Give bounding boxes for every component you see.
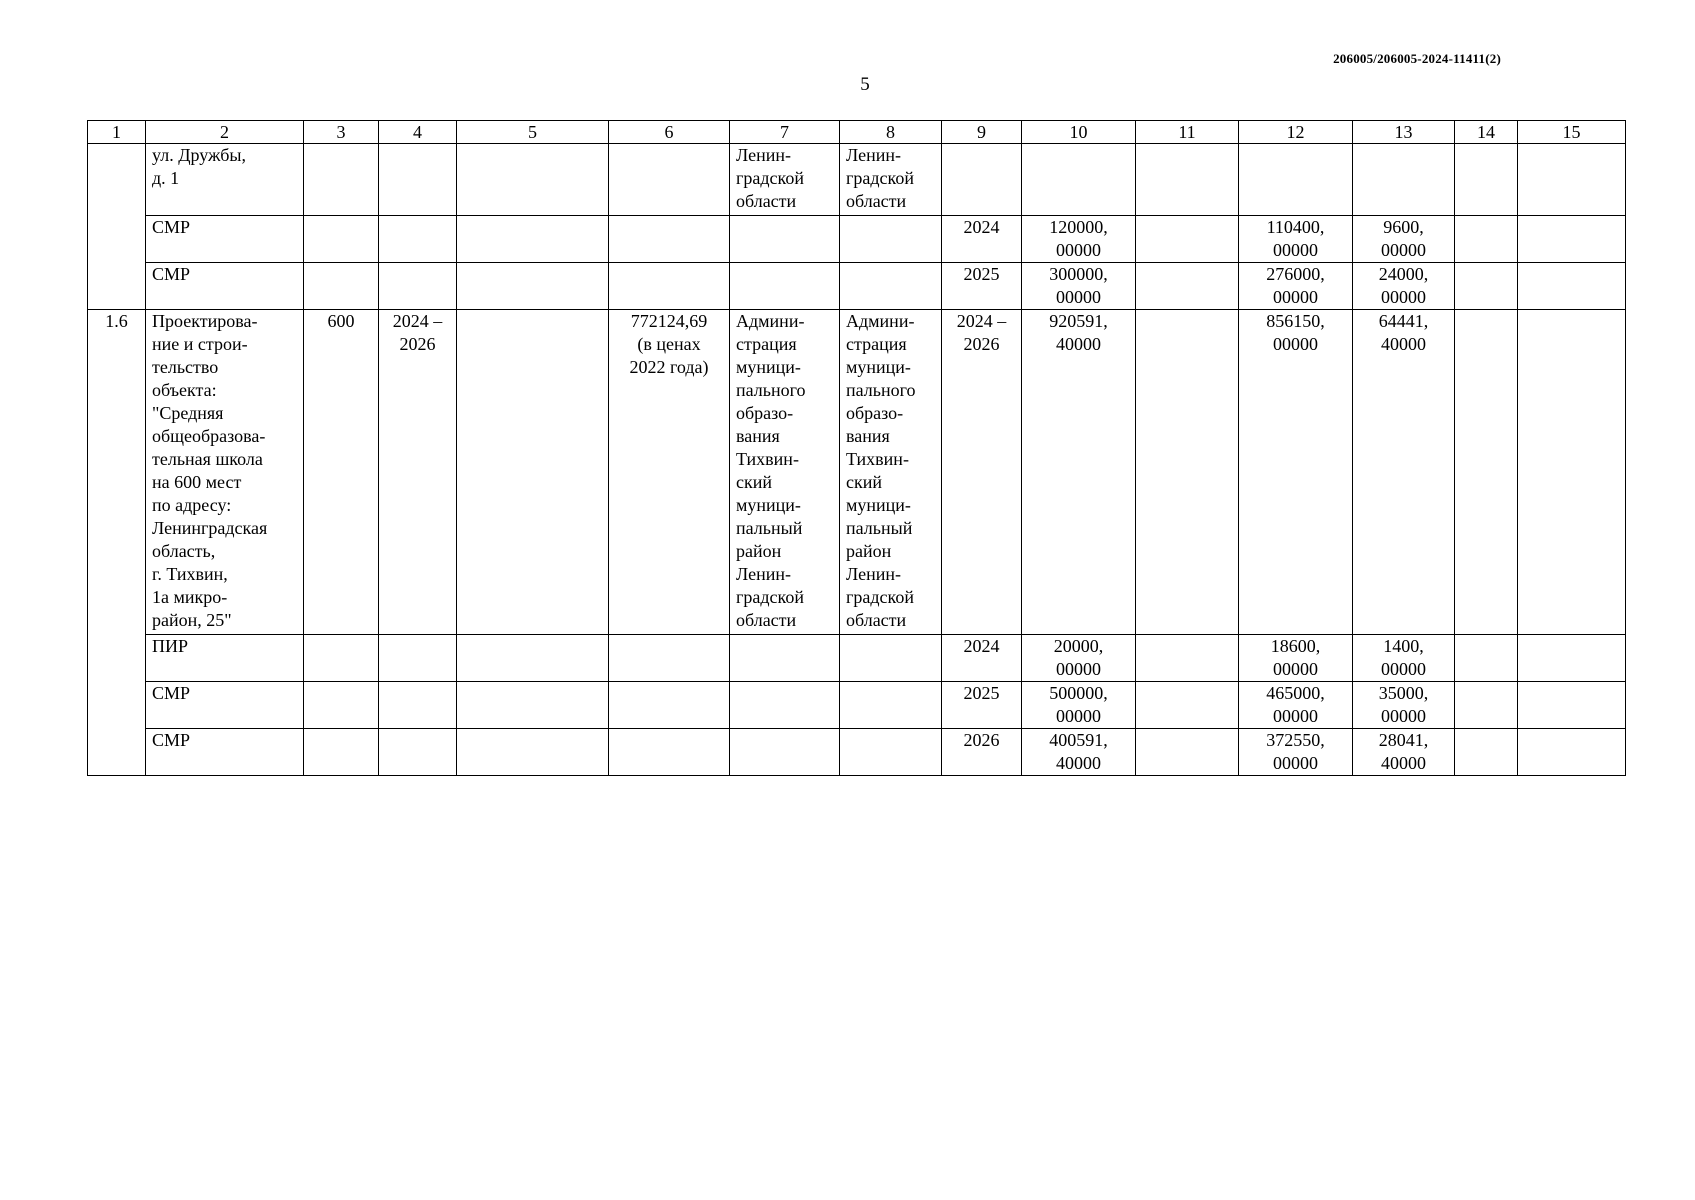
- amount-cell: 1400, 00000: [1353, 635, 1455, 682]
- developer-cell: Админи- страция муници- пального образо- вания Тихвин- ский муници- пальный район Ленин- градской области: [840, 310, 942, 635]
- table-cell: [304, 144, 379, 216]
- table-cell: [379, 729, 457, 776]
- table-cell: [730, 635, 840, 682]
- table-cell: [304, 635, 379, 682]
- capacity-cell: 600: [304, 310, 379, 635]
- column-header: 13: [1353, 121, 1455, 144]
- column-number-row: [88, 121, 1626, 144]
- table-cell: [1518, 144, 1626, 216]
- amount-cell: 110400, 00000: [1239, 216, 1353, 263]
- customer-cell: Ленин- градской области: [730, 144, 840, 216]
- table-cell: [1136, 729, 1239, 776]
- table-cell: [457, 263, 609, 310]
- total-cell: 920591, 40000: [1022, 310, 1136, 635]
- table-cell: [609, 263, 730, 310]
- column-header: 5: [457, 121, 609, 144]
- year-cell: 2026: [942, 729, 1022, 776]
- column-header: 9: [942, 121, 1022, 144]
- amount-cell: 372550, 00000: [1239, 729, 1353, 776]
- table-row: [88, 635, 1626, 682]
- table-cell: [304, 216, 379, 263]
- table-cell: [609, 635, 730, 682]
- table-cell: [1455, 216, 1518, 263]
- table-cell: [457, 310, 609, 635]
- table-cell: [304, 263, 379, 310]
- table-row: [88, 263, 1626, 310]
- developer-cell: Ленин- градской области: [840, 144, 942, 216]
- table-cell: [609, 682, 730, 729]
- table-cell: [1239, 144, 1353, 216]
- amount-cell: 24000, 00000: [1353, 263, 1455, 310]
- table-row: [88, 729, 1626, 776]
- table-cell: [1455, 144, 1518, 216]
- table-cell: [1518, 263, 1626, 310]
- table-cell: [609, 216, 730, 263]
- year-cell: 2025: [942, 263, 1022, 310]
- amount-cell: 35000, 00000: [1353, 682, 1455, 729]
- table-cell: [304, 682, 379, 729]
- amount-cell: 276000, 00000: [1239, 263, 1353, 310]
- table-cell: [840, 263, 942, 310]
- total-cell: 500000, 00000: [1022, 682, 1136, 729]
- table-cell: [840, 216, 942, 263]
- total-cell: 300000, 00000: [1022, 263, 1136, 310]
- column-header: 8: [840, 121, 942, 144]
- table-cell: [1136, 144, 1239, 216]
- year-cell: 2025: [942, 682, 1022, 729]
- column-header: 7: [730, 121, 840, 144]
- table-cell: [1136, 682, 1239, 729]
- table-cell: [730, 216, 840, 263]
- table-cell: [457, 682, 609, 729]
- stage-cell: ПИР: [146, 635, 304, 682]
- amount-cell: 18600, 00000: [1239, 635, 1353, 682]
- table-cell: [1455, 729, 1518, 776]
- table-cell: [730, 682, 840, 729]
- table-row: [88, 310, 1626, 635]
- table-cell: [1518, 216, 1626, 263]
- table-cell: [379, 635, 457, 682]
- table-cell: [304, 729, 379, 776]
- period-cell: 2024 – 2026: [379, 310, 457, 635]
- table-cell: [1518, 682, 1626, 729]
- table-cell: [1022, 144, 1136, 216]
- table-cell: [379, 682, 457, 729]
- table-row: [88, 682, 1626, 729]
- column-header: 12: [1239, 121, 1353, 144]
- table-row: [88, 216, 1626, 263]
- object-name-cell: Проектирова- ние и строи- тельство объекта: "Средняя общеобразова- тельная школа на 600 мест по адресу: Ленинградская область, г. Тихвин, 1а микро- район, 25": [146, 310, 304, 635]
- column-header: 3: [304, 121, 379, 144]
- table-cell: [457, 635, 609, 682]
- amount-cell: 9600, 00000: [1353, 216, 1455, 263]
- column-header: 15: [1518, 121, 1626, 144]
- table-cell: [1136, 635, 1239, 682]
- stage-cell: СМР: [146, 263, 304, 310]
- table-row: [88, 144, 1626, 216]
- table-cell: [1136, 310, 1239, 635]
- object-name-cell: ул. Дружбы, д. 1: [146, 144, 304, 216]
- amount-cell: 64441, 40000: [1353, 310, 1455, 635]
- table-cell: [1518, 729, 1626, 776]
- table-cell: [1518, 310, 1626, 635]
- year-cell: 2024 – 2026: [942, 310, 1022, 635]
- total-cell: 20000, 00000: [1022, 635, 1136, 682]
- table-cell: [840, 635, 942, 682]
- amount-cell: 28041, 40000: [1353, 729, 1455, 776]
- table-cell: [840, 682, 942, 729]
- page-number: 5: [860, 74, 870, 95]
- year-cell: 2024: [942, 216, 1022, 263]
- table-cell: [457, 216, 609, 263]
- cost-cell: 772124,69 (в ценах 2022 года): [609, 310, 730, 635]
- table-cell: [457, 729, 609, 776]
- table-cell: [942, 144, 1022, 216]
- amount-cell: 465000, 00000: [1239, 682, 1353, 729]
- total-cell: 400591, 40000: [1022, 729, 1136, 776]
- table-cell: [379, 216, 457, 263]
- year-cell: 2024: [942, 635, 1022, 682]
- table-cell: [1455, 682, 1518, 729]
- table-cell: [1518, 635, 1626, 682]
- table-cell: [609, 729, 730, 776]
- document-id: 206005/206005-2024-11411(2): [1333, 51, 1501, 66]
- table-cell: [1455, 310, 1518, 635]
- customer-cell: Админи- страция муници- пального образо- вания Тихвин- ский муници- пальный район Ленин- градской области: [730, 310, 840, 635]
- table-cell: [1136, 216, 1239, 263]
- column-header: 6: [609, 121, 730, 144]
- table-cell: [730, 263, 840, 310]
- table-cell: [730, 729, 840, 776]
- row-number-cell: [88, 144, 146, 310]
- column-header: 1: [88, 121, 146, 144]
- column-header: 10: [1022, 121, 1136, 144]
- table-cell: [379, 144, 457, 216]
- stage-cell: СМР: [146, 729, 304, 776]
- table-cell: [1136, 263, 1239, 310]
- stage-cell: СМР: [146, 216, 304, 263]
- program-table: [87, 120, 1626, 776]
- table-cell: [840, 729, 942, 776]
- table-cell: [1455, 635, 1518, 682]
- table-cell: [457, 144, 609, 216]
- stage-cell: СМР: [146, 682, 304, 729]
- table-cell: [1353, 144, 1455, 216]
- column-header: 2: [146, 121, 304, 144]
- total-cell: 120000, 00000: [1022, 216, 1136, 263]
- column-header: 14: [1455, 121, 1518, 144]
- column-header: 4: [379, 121, 457, 144]
- amount-cell: 856150, 00000: [1239, 310, 1353, 635]
- table-cell: [609, 144, 730, 216]
- table-cell: [1455, 263, 1518, 310]
- table-cell: [379, 263, 457, 310]
- row-number-cell: 1.6: [88, 310, 146, 776]
- column-header: 11: [1136, 121, 1239, 144]
